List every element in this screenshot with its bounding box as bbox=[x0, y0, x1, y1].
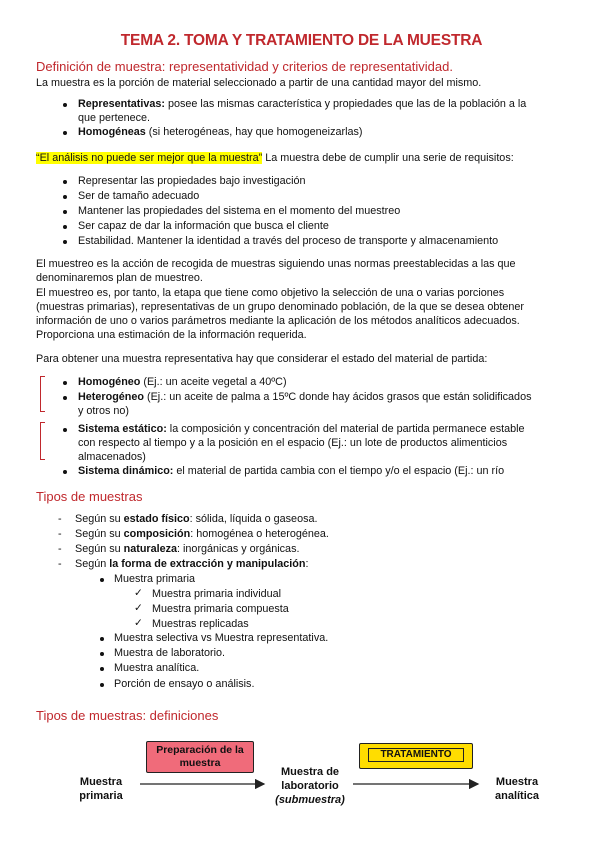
paragraph-line: Proporciona una estimación de la información requerida. bbox=[36, 329, 307, 341]
preparacion-box: Preparación de la muestra bbox=[146, 741, 254, 773]
list-item: Muestra primaria compuesta bbox=[152, 603, 289, 615]
checkmark-icon: ✓ bbox=[134, 602, 143, 614]
paragraph-line: El muestreo es, por tanto, la etapa que tiene como objetivo la selección de una o varias porciones bbox=[36, 287, 505, 299]
highlighted-quote: “El análisis no puede ser mejor que la muestra” bbox=[36, 152, 263, 164]
section-heading-definicion: Definición de muestra: representatividad y criterios de representatividad. bbox=[36, 59, 453, 74]
intro-text: La muestra es la porción de material seleccionado a partir de una cantidad mayor del mismo. bbox=[36, 77, 482, 89]
dash-marker: - bbox=[58, 558, 62, 570]
list-item: Según su estado físico: sólida, líquida o gaseosa. bbox=[75, 513, 318, 525]
dash-marker: - bbox=[58, 513, 62, 525]
list-item: Homogéneo (Ej.: un aceite vegetal a 40ºC) bbox=[78, 376, 287, 388]
list-item: Muestras replicadas bbox=[152, 618, 249, 630]
page-title: TEMA 2. TOMA Y TRATAMIENTO DE LA MUESTRA bbox=[120, 32, 483, 49]
list-item-cont: que pertenece. bbox=[78, 112, 151, 124]
list-item: Sistema dinámico: el material de partida cambia con el tiempo y/o el espacio (Ej.: un río bbox=[78, 465, 505, 477]
tratamiento-box: TRATAMIENTO bbox=[359, 743, 473, 769]
dash-marker: - bbox=[58, 528, 62, 540]
checkmark-icon: ✓ bbox=[134, 587, 143, 599]
node-muestra-analitica: Muestra analítica bbox=[494, 776, 540, 802]
list-item: Según su composición: homogénea o heterogénea. bbox=[75, 528, 329, 540]
dash-marker: - bbox=[58, 543, 62, 555]
list-item: Representar las propiedades bajo investigación bbox=[78, 175, 306, 187]
paragraph-line: Para obtener una muestra representativa hay que considerar el estado del material de partida: bbox=[36, 353, 488, 365]
list-item: Ser capaz de dar la información que busca el cliente bbox=[78, 220, 329, 232]
list-item: Muestra analítica. bbox=[114, 662, 200, 674]
paragraph-line: El muestreo es la acción de recogida de muestras siguiendo unas normas preestablecidas a las que bbox=[36, 258, 516, 270]
paragraph-line: denominaremos plan de muestreo. bbox=[36, 272, 203, 284]
list-item: Estabilidad. Mantener la identidad a través del proceso de transporte y almacenamiento bbox=[78, 235, 499, 247]
list-item: Heterogéneo (Ej.: un aceite de palma a 15ºC donde hay ácidos grasos que están solidificados bbox=[78, 391, 532, 403]
list-item: Según su naturaleza: inorgánicas y orgánicas. bbox=[75, 543, 300, 555]
list-item-cont: con respecto al tiempo y a la posición en el espacio (Ej.: un lote de productos alimenticios bbox=[78, 437, 508, 449]
list-item: Muestra primaria individual bbox=[152, 588, 282, 600]
section-heading-definiciones: Tipos de muestras: definiciones bbox=[36, 708, 219, 723]
list-item: Ser de tamaño adecuado bbox=[78, 190, 200, 202]
list-item: Según la forma de extracción y manipulación: bbox=[75, 558, 309, 570]
paragraph-line: información de uno o varios parámetros mediante la aplicación de los métodos analíticos adecuados. bbox=[36, 315, 520, 327]
list-item-cont: y otros no) bbox=[78, 405, 130, 417]
quote-line: “El análisis no puede ser mejor que la muestra” La muestra debe de cumplir una serie de requisitos: bbox=[36, 152, 514, 164]
list-item: Homogéneas (si heterogéneas, hay que homogeneizarlas) bbox=[78, 126, 363, 138]
list-item: Mantener las propiedades del sistema en el momento del muestreo bbox=[78, 205, 401, 217]
list-item: Muestra selectiva vs Muestra representativa. bbox=[114, 632, 329, 644]
node-muestra-primaria: Muestra primaria bbox=[79, 776, 123, 802]
list-item-cont: almacenados) bbox=[78, 451, 146, 463]
list-item: Muestra primaria bbox=[114, 573, 195, 585]
list-item: Representativas: posee las mismas característica y propiedades que las de la población a la bbox=[78, 98, 527, 110]
paragraph-line: (muestras primarias), representativas de un grupo denominado población, de la que se desea obtener bbox=[36, 301, 524, 313]
list-item: Sistema estático: la composición y concentración del material de partida permanece estable bbox=[78, 423, 525, 435]
list-item: Muestra de laboratorio. bbox=[114, 647, 226, 659]
section-heading-tipos: Tipos de muestras bbox=[36, 489, 143, 504]
node-muestra-laboratorio: Muestra de laboratorio (submuestra) bbox=[275, 766, 345, 806]
checkmark-icon: ✓ bbox=[134, 617, 143, 629]
list-item: Porción de ensayo o análisis. bbox=[114, 678, 255, 690]
